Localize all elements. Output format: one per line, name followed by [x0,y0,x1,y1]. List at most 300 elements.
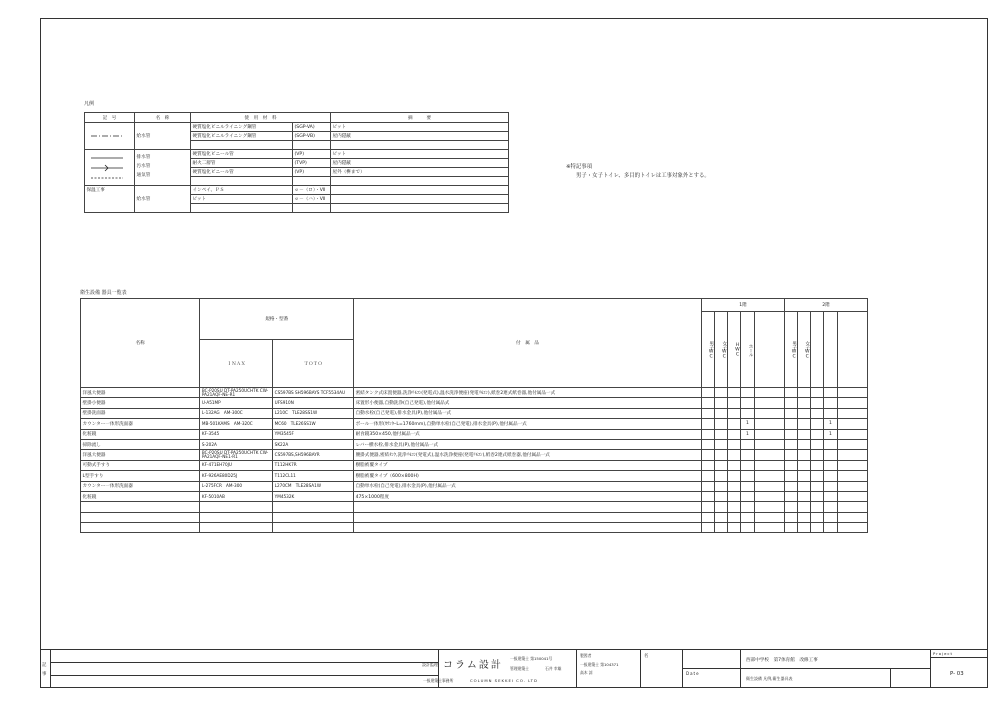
fixture-count [728,450,741,460]
notes-body: 男子・女子トイレ、多目的トイレは工事対象外とする。 [576,172,710,179]
fixture-count [741,450,754,460]
floor1-col-hall: ホール [741,312,754,388]
fixture-name: 化粧鏡 [81,429,200,439]
registration: 一級建築士 第150041号 [510,656,553,661]
fixture-row [81,502,868,512]
fixtures-header-toto: ＴＯＴＯ [273,340,354,388]
fixture-row [81,419,868,429]
fixture-count [702,408,715,418]
fixture-accessories: 腰掛式便器,密結ﾀﾝｸ,洗浄ﾘﾓｺﾝ(発電式),温水洗浄便座(発電ﾘﾓｺﾝ),紙巻2連式紙巻器,他付属品一式 [354,450,702,460]
legend-group-name: 排水管 [136,155,151,161]
fixture-inax-model [200,523,273,533]
drain-vent-lines-icon [87,151,127,185]
fixture-name: 壁掛洗面器 [81,408,200,418]
fixture-count [784,523,797,533]
fixture-count [741,502,754,512]
fixture-count [715,419,728,429]
fixture-toto-model: SK22A [273,439,354,449]
legend-code: (VP) [293,150,331,159]
legend-material [191,204,293,213]
fixture-accessories [354,523,702,533]
fixture-count [784,471,797,481]
legend-group-name: 給水管 [135,186,191,213]
fixture-count [741,388,754,398]
fixture-name [81,512,200,522]
fixture-count [728,408,741,418]
fixtures-body [81,388,868,533]
legend-caption: 凡例 [84,101,95,107]
fixture-row [81,429,868,439]
fixture-count [798,450,811,460]
fixtures-header-inax: ＩＮＡＸ [200,340,273,388]
fixture-count [811,398,824,408]
fixture-count [811,471,824,481]
fixture-count [754,481,784,491]
floor1-col-mens: 男子WC [702,312,715,388]
dash-dot-line-icon [87,131,127,141]
fixture-count [837,398,868,408]
fixture-row [81,471,868,481]
fixture-count [715,460,728,470]
fixture-count [741,408,754,418]
drawing-name: 衛生設備 凡例,衛生器具表 [746,676,793,681]
fixture-count [728,398,741,408]
fixture-count [784,491,797,501]
fixtures-header-accessories: 付 属 品 [354,299,702,388]
fixture-inax-model: KF-926AE80D25J [200,471,273,481]
fixtures-header-spec: 規格・型番 [200,299,354,340]
drawer-registration: 一級建築士 第104371 [580,662,619,667]
fixture-inax-model: L-275FCR AM-300 [200,481,273,491]
fixture-count [824,450,837,460]
fixture-count [837,429,868,439]
fixture-count [837,408,868,418]
fixture-count [754,512,784,522]
fixture-count [702,429,715,439]
floor1-col-womens: 女子WC [715,312,728,388]
legend-material [191,177,293,186]
legend-group-name: 汚水管 [136,164,151,170]
fixture-count [784,450,797,460]
fixture-count [728,502,741,512]
legend-header-remark: 摘 要 [331,113,509,123]
legend-row [85,123,509,132]
fixture-accessories: ボール一体形(ｶｳﾝﾀｰL=1760mm),自動単水栓(自己発電),排水金具(P),他付属品一式 [354,419,702,429]
fixture-count [715,481,728,491]
fixture-inax-model: S-202A [200,439,273,449]
fixture-count [715,523,728,533]
fixture-count [811,523,824,533]
fixture-count [741,481,754,491]
legend-remark [331,195,509,204]
fixture-name: L型手すり [81,471,200,481]
fixture-count [837,419,868,429]
fixture-count [811,388,824,398]
date-label: Date [686,671,700,676]
fixture-count [837,481,868,491]
fixture-count [837,388,868,398]
fixture-count [824,388,837,398]
legend-group-name: 給水管 [135,123,191,150]
fixture-count [728,460,741,470]
fixture-count [728,481,741,491]
firm-small: 設計監理 [422,662,438,667]
fixture-count [798,439,811,449]
fixture-inax-model: MB-501KAMS AM-320C [200,419,273,429]
fixture-count [754,460,784,470]
fixture-count [728,471,741,481]
drain-pipe-symbols [85,150,135,186]
registrant-title: 管理建築士 [510,666,529,671]
fixtures-header-name: 名称 [81,299,200,388]
title-block [40,649,988,688]
fixture-name: カウンター一体形洗面器 [81,481,200,491]
water-supply-pipe-symbol [85,123,135,150]
legend-remark: ピット [331,150,509,159]
legend-header-name: 名 称 [135,113,191,123]
fixture-toto-model: YM4532K [273,491,354,501]
fixture-count [784,460,797,470]
floor2-col-mens: 男子WC [784,312,797,388]
fixture-count [837,439,868,449]
floor2-col-womens: 女子WC [798,312,811,388]
fixture-name: 化粧鏡 [81,491,200,501]
fixture-count [715,398,728,408]
legend-group-name: 通気管 [136,172,151,178]
fixture-count [754,502,784,512]
fixture-row [81,398,868,408]
legend-header-row [85,113,509,123]
fixture-count [837,502,868,512]
fixture-inax-model [200,512,273,522]
fixture-toto-model: L270CM TLE28SA1W [273,481,354,491]
project-name: 西部中学校 第7体育館 改修工事 [746,658,818,663]
fixture-row [81,408,868,418]
fixture-count [702,450,715,460]
sheet-number: P- 03 [950,671,964,677]
fixture-count [837,523,868,533]
fixture-inax-model: BC-P20SU DT-PA250UCHTK CW-PA21AQF-NE1-R1 [200,450,273,460]
fixture-count [824,512,837,522]
legend-remark [331,177,509,186]
fixture-accessories: 自動単水栓(自己発電),排水金具(P),他付属品一式 [354,481,702,491]
fixture-toto-model: UFS910N [273,398,354,408]
legend-remark [331,186,509,195]
fixture-count [784,481,797,491]
fixture-count [811,408,824,418]
title-label: 名 [644,654,649,659]
fixture-accessories [354,502,702,512]
fixture-count [811,512,824,522]
insulation-label: 保温工事 [85,186,135,213]
fixture-accessories: 耐食鏡350×450,他付属品一式 [354,429,702,439]
legend-code: (TVP) [293,159,331,168]
fixture-toto-model: CS597BS SH596BAYS TCF5534AU [273,388,354,398]
fixture-count [702,388,715,398]
fixture-count: 1 [824,419,837,429]
fixture-count [811,419,824,429]
fixture-toto-model: YM3545F [273,429,354,439]
fixture-name: 壁掛小便器 [81,398,200,408]
fixture-count [702,502,715,512]
fixtures-header-floor1: 1階 [702,299,785,312]
legend-material: ピット [191,195,293,204]
fixture-count [715,388,728,398]
fixture-count [754,491,784,501]
legend-material: 硬質塩化ビニール管 [191,150,293,159]
fixture-count [784,388,797,398]
fixture-count [798,491,811,501]
fixture-count [798,398,811,408]
fixture-inax-model: KF-5010AB [200,491,273,501]
legend-header-symbol: 記 号 [85,113,135,123]
fixture-count [824,439,837,449]
fixture-row [81,512,868,522]
fixture-count: 1 [741,429,754,439]
fixture-toto-model [273,512,354,522]
fixture-count [811,491,824,501]
legend-row [85,150,509,159]
fixture-row [81,439,868,449]
drawer-name: 高木 諒 [580,670,593,675]
fixture-row [81,450,868,460]
fixture-count [754,398,784,408]
fixture-count [741,512,754,522]
fixture-name: 掃除流し [81,439,200,449]
legend-row [85,186,509,195]
fixture-accessories [354,512,702,522]
fixture-count: 1 [741,419,754,429]
fixture-toto-model [273,523,354,533]
fixture-count [715,502,728,512]
fixture-accessories: 密結タンク式床置便器,洗浄ﾘﾓｺﾝ(発電式),温水洗浄便座(発電ﾘﾓｺﾝ),紙巻2連式紙巻器,他付属品一式 [354,388,702,398]
legend-material [191,141,293,150]
fixture-count [784,512,797,522]
fixture-accessories: 自動水栓(自己発電),排水金具(P),他付属品一式 [354,408,702,418]
legend-material: 耐火二層管 [191,159,293,168]
fixture-toto-model: L210C TLE28SS1W [273,408,354,418]
fixture-count [715,512,728,522]
fixture-count [837,491,868,501]
fixture-count [741,460,754,470]
fixture-count [702,460,715,470]
legend-code [293,204,331,213]
fixture-row [81,460,868,470]
fixtures-table [80,298,868,533]
drawer-label: 製図者 [580,653,592,658]
fixture-count [837,512,868,522]
legend-header-material: 使 用 材 料 [191,113,331,123]
registrant-name: 石井 幸雄 [545,666,562,671]
fixture-count [798,481,811,491]
fixture-count [798,471,811,481]
fixture-count [811,460,824,470]
fixture-count [741,491,754,501]
fixture-count [754,408,784,418]
floor1-col-hwc: HWC [728,312,741,388]
fixture-name: 可動式手すり [81,460,200,470]
legend-remark [331,141,509,150]
fixture-toto-model: MC60 TLE26SS1W [273,419,354,429]
fixtures-header-floor2: 2階 [784,299,867,312]
fixture-count: 1 [824,429,837,439]
fixture-count [824,471,837,481]
fixture-count [728,439,741,449]
floor2-col-blank [837,312,868,388]
fixture-count [741,471,754,481]
fixture-name [81,502,200,512]
fixture-count [715,408,728,418]
fixture-count [702,398,715,408]
fixture-count [837,450,868,460]
fixture-accessories: レバー横水栓,排水金具(P),他付属品一式 [354,439,702,449]
fixture-accessories: 樹脂被覆タイプ（600×800H) [354,471,702,481]
fixture-count [754,419,784,429]
fixture-count [798,512,811,522]
fixture-count [824,523,837,533]
fixture-count [798,502,811,512]
fixture-count [798,523,811,533]
fixture-inax-model: KF-3545 [200,429,273,439]
fixture-count [798,460,811,470]
fixture-name [81,523,200,533]
fixture-count [798,429,811,439]
fixture-count [741,398,754,408]
fixture-count [702,523,715,533]
fixture-count [702,481,715,491]
fixture-count [784,502,797,512]
fixture-count [811,502,824,512]
fixture-inax-model: U-A51MP [200,398,273,408]
fixture-toto-model: T112HK7R [273,460,354,470]
fixture-count [784,398,797,408]
fixture-count [741,523,754,533]
fixture-count [741,439,754,449]
fixture-row [81,491,868,501]
fixture-count [811,439,824,449]
fixture-count [837,471,868,481]
fixture-count [728,523,741,533]
fixture-count [702,512,715,522]
fixture-count [702,439,715,449]
legend-code: ｅ－（ロ）・Ⅶ [293,186,331,195]
fixture-name: 洋風大便器 [81,450,200,460]
fixture-count [728,388,741,398]
fixture-count [715,471,728,481]
fixture-inax-model: BC-P20SU DT-PA250UCHTK CW-PA21AQF-NE-R1 [200,388,273,398]
legend-material: 硬質塩化ビニール管 [191,168,293,177]
fixture-inax-model: L-132AG AM-300C [200,408,273,418]
fixture-count [728,419,741,429]
legend-remark: ピット [331,123,509,132]
project-label: Project [933,651,953,656]
legend-code: (SGP-VB) [293,132,331,141]
floor1-col-blank [754,312,784,388]
fixture-name: 洋風大便器 [81,388,200,398]
firm-english: COLUMN SEKKEI CO. LTD [470,678,538,683]
floor2-col-blank [824,312,837,388]
fixture-count [798,408,811,418]
fixture-count [754,523,784,533]
fixture-count [824,481,837,491]
fixture-count [784,408,797,418]
remarks-mark: 事 [42,672,47,677]
fixture-count [798,388,811,398]
fixture-accessories: 475×1000程度 [354,491,702,501]
legend-code [293,141,331,150]
fixture-count [824,398,837,408]
fixture-count [728,491,741,501]
fixture-count [754,439,784,449]
notes-heading: ※特記事項 [566,164,593,170]
fixture-name: カウンター一体形洗面器 [81,419,200,429]
remarks-mark: 記 [42,663,47,668]
legend-code: (VP) [293,168,331,177]
fixture-count [811,429,824,439]
fixture-count [754,388,784,398]
special-notes [566,163,710,180]
fixture-count [811,450,824,460]
fixture-count [784,419,797,429]
fixture-count [811,481,824,491]
fixture-count [715,439,728,449]
fixture-count [837,460,868,470]
legend-material: インペイ、ＰＳ [191,186,293,195]
fixture-count [754,471,784,481]
legend-table [84,112,509,213]
legend-remark: 屋外（桝まで） [331,168,509,177]
legend-code: (SGP-VA) [293,123,331,132]
fixture-accessories: 樹脂被覆タイプ [354,460,702,470]
fixture-row [81,481,868,491]
fixture-count [702,491,715,501]
fixture-count [798,419,811,429]
fixtures-caption: 衛生設備 器具一覧表 [80,290,127,296]
fixture-count [754,429,784,439]
fixture-count [824,502,837,512]
fixture-count [702,419,715,429]
legend-material: 硬質塩化ビニルライニング鋼管 [191,132,293,141]
firm-sub: 一級建築士事務所 [423,678,454,683]
fixture-inax-model [200,502,273,512]
legend-code [293,177,331,186]
fixture-count [728,512,741,522]
fixture-count [824,408,837,418]
fixture-count [824,460,837,470]
legend-material: 硬質塩化ビニルライニング鋼管 [191,123,293,132]
fixture-count [715,429,728,439]
fixture-accessories: 床置形小便器,自動洗浄(自己発電),他付属品式 [354,398,702,408]
firm-name: コラム設計 [443,660,503,671]
fixture-row [81,523,868,533]
fixture-toto-model: T112CL11 [273,471,354,481]
fixture-count [702,471,715,481]
floor2-col-blank [811,312,824,388]
legend-remark: 屋内隠蔽 [331,132,509,141]
legend-remark [331,204,509,213]
fixture-toto-model: CS597BS,SH596BAYR [273,450,354,460]
fixture-row [81,388,868,398]
legend-code: ｅ－（ハ）・Ⅶ [293,195,331,204]
fixture-toto-model [273,502,354,512]
fixture-count [715,491,728,501]
legend-group-names [135,150,191,186]
fixture-count [784,439,797,449]
fixture-inax-model: KF-471EH70JU [200,460,273,470]
fixture-count [728,429,741,439]
legend-remark: 屋内隠蔽 [331,159,509,168]
fixture-count [824,491,837,501]
